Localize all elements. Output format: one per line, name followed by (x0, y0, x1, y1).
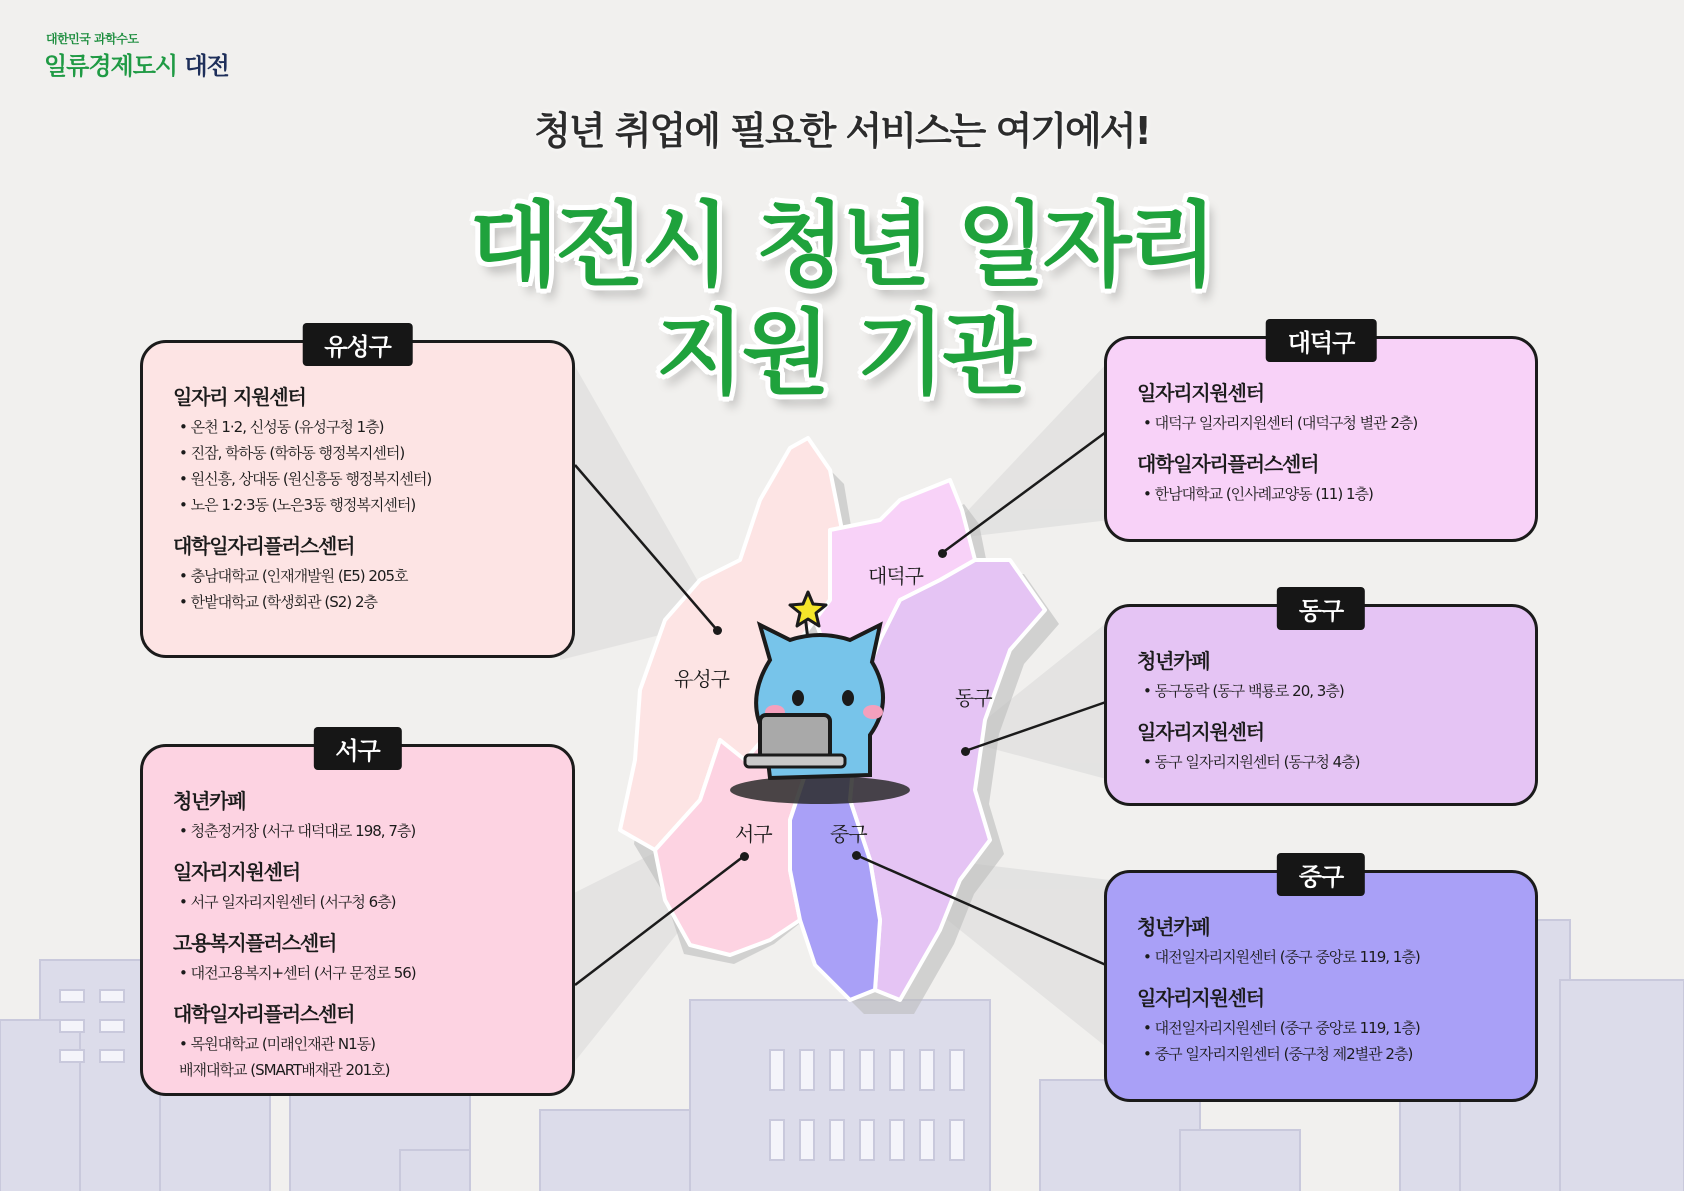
service-item: • 대전고용복지+센터 (서구 문정로 56) (179, 964, 416, 982)
logo-slogan: 대한민국 과학수도 (46, 32, 139, 46)
service-section (1137, 716, 1515, 775)
district-tag-jung: 중구 (1277, 853, 1365, 896)
section-heading: 일자리 지원센터 (173, 385, 306, 409)
service-section (173, 998, 552, 1083)
district-card-daedeok (1104, 329, 1538, 542)
map-dot-dong (961, 747, 970, 756)
district-card-yuseong (140, 333, 575, 658)
service-item: • 원신흥, 상대동 (원신흥동 행정복지센터) (179, 470, 432, 488)
service-item: • 한남대학교 (인사례교양동 (11) 1층) (1143, 485, 1373, 503)
map-label-yuseong: 유성구 (674, 667, 729, 691)
section-heading: 일자리지원센터 (173, 860, 300, 884)
service-item: • 청춘정거장 (서구 대덕대로 198, 7층) (179, 822, 416, 840)
service-section (173, 381, 552, 518)
service-section (173, 530, 552, 615)
service-section (173, 785, 552, 844)
section-heading: 청년카페 (1137, 649, 1210, 673)
map-dot-seo (740, 852, 749, 861)
service-item: • 동구 일자리지원센터 (동구청 4층) (1143, 753, 1360, 771)
service-item: • 충남대학교 (인재개발원 (E5) 205호 (179, 567, 408, 585)
section-heading: 대학일자리플러스센터 (173, 1002, 355, 1026)
service-section (1137, 911, 1515, 970)
service-section (173, 856, 552, 915)
district-tag-dong: 동구 (1277, 587, 1365, 630)
section-heading: 일자리지원센터 (1137, 986, 1264, 1010)
service-item: • 한밭대학교 (학생회관 (S2) 2층 (179, 593, 377, 611)
section-heading: 청년카페 (1137, 915, 1210, 939)
service-item: • 대전일자리지원센터 (중구 중앙로 119, 1층) (1143, 948, 1420, 966)
service-item: • 온천 1·2, 신성동 (유성구청 1층) (179, 418, 384, 436)
service-item: • 진잠, 학하동 (학하동 행정복지센터) (179, 444, 405, 462)
section-heading: 청년카페 (173, 789, 246, 813)
district-tag-seo: 서구 (313, 727, 401, 770)
service-section (1137, 448, 1515, 507)
map-label-daedeok: 대덕구 (868, 564, 923, 588)
service-item: • 대전일자리지원센터 (중구 중앙로 119, 1층) (1143, 1019, 1420, 1037)
logo-name-navy: 대전 (184, 52, 229, 80)
map-dot-jung (852, 851, 861, 860)
service-item: • 노은 1·2·3동 (노은3동 행정복지센터) (179, 496, 416, 514)
district-card-dong (1104, 597, 1538, 806)
map-label-dong: 동구 (955, 686, 992, 710)
service-item: • 대덕구 일자리지원센터 (대덕구청 별관 2층) (1143, 414, 1418, 432)
service-section (173, 927, 552, 986)
section-heading: 대학일자리플러스센터 (173, 534, 355, 558)
page-title-line2: 지원 기관 (655, 300, 1029, 407)
section-heading: 대학일자리플러스센터 (1137, 452, 1319, 476)
district-card-seo (140, 737, 575, 1096)
map-label-jung: 중구 (830, 822, 867, 846)
district-tag-yuseong: 유성구 (302, 323, 413, 366)
logo-name-green: 일류경제도시 (44, 52, 178, 80)
map-dot-daedeok (938, 549, 947, 558)
page-title-line1: 대전시 청년 일자리 (469, 192, 1215, 299)
service-item: • 중구 일자리지원센터 (중구청 제2별관 2층) (1143, 1045, 1413, 1063)
district-tag-daedeok: 대덕구 (1266, 319, 1377, 362)
service-item: 배재대학교 (SMART배재관 201호) (179, 1061, 390, 1079)
service-section (1137, 982, 1515, 1067)
district-card-jung (1104, 863, 1538, 1102)
service-section (1137, 645, 1515, 704)
section-heading: 일자리지원센터 (1137, 720, 1264, 744)
service-item: • 서구 일자리지원센터 (서구청 6층) (179, 893, 396, 911)
page-subtitle: 청년 취업에 필요한 서비스는 여기에서! (534, 109, 1150, 153)
section-heading: 일자리지원센터 (1137, 381, 1264, 405)
map-label-seo: 서구 (735, 822, 772, 846)
map-dot-yuseong (713, 626, 722, 635)
service-item: • 동구동락 (동구 백룡로 20, 3층) (1143, 682, 1344, 700)
service-section (1137, 377, 1515, 436)
logo (44, 46, 229, 81)
section-heading: 고용복지플러스센터 (173, 931, 337, 955)
service-item: • 목원대학교 (미래인재관 N1동) (179, 1035, 376, 1053)
